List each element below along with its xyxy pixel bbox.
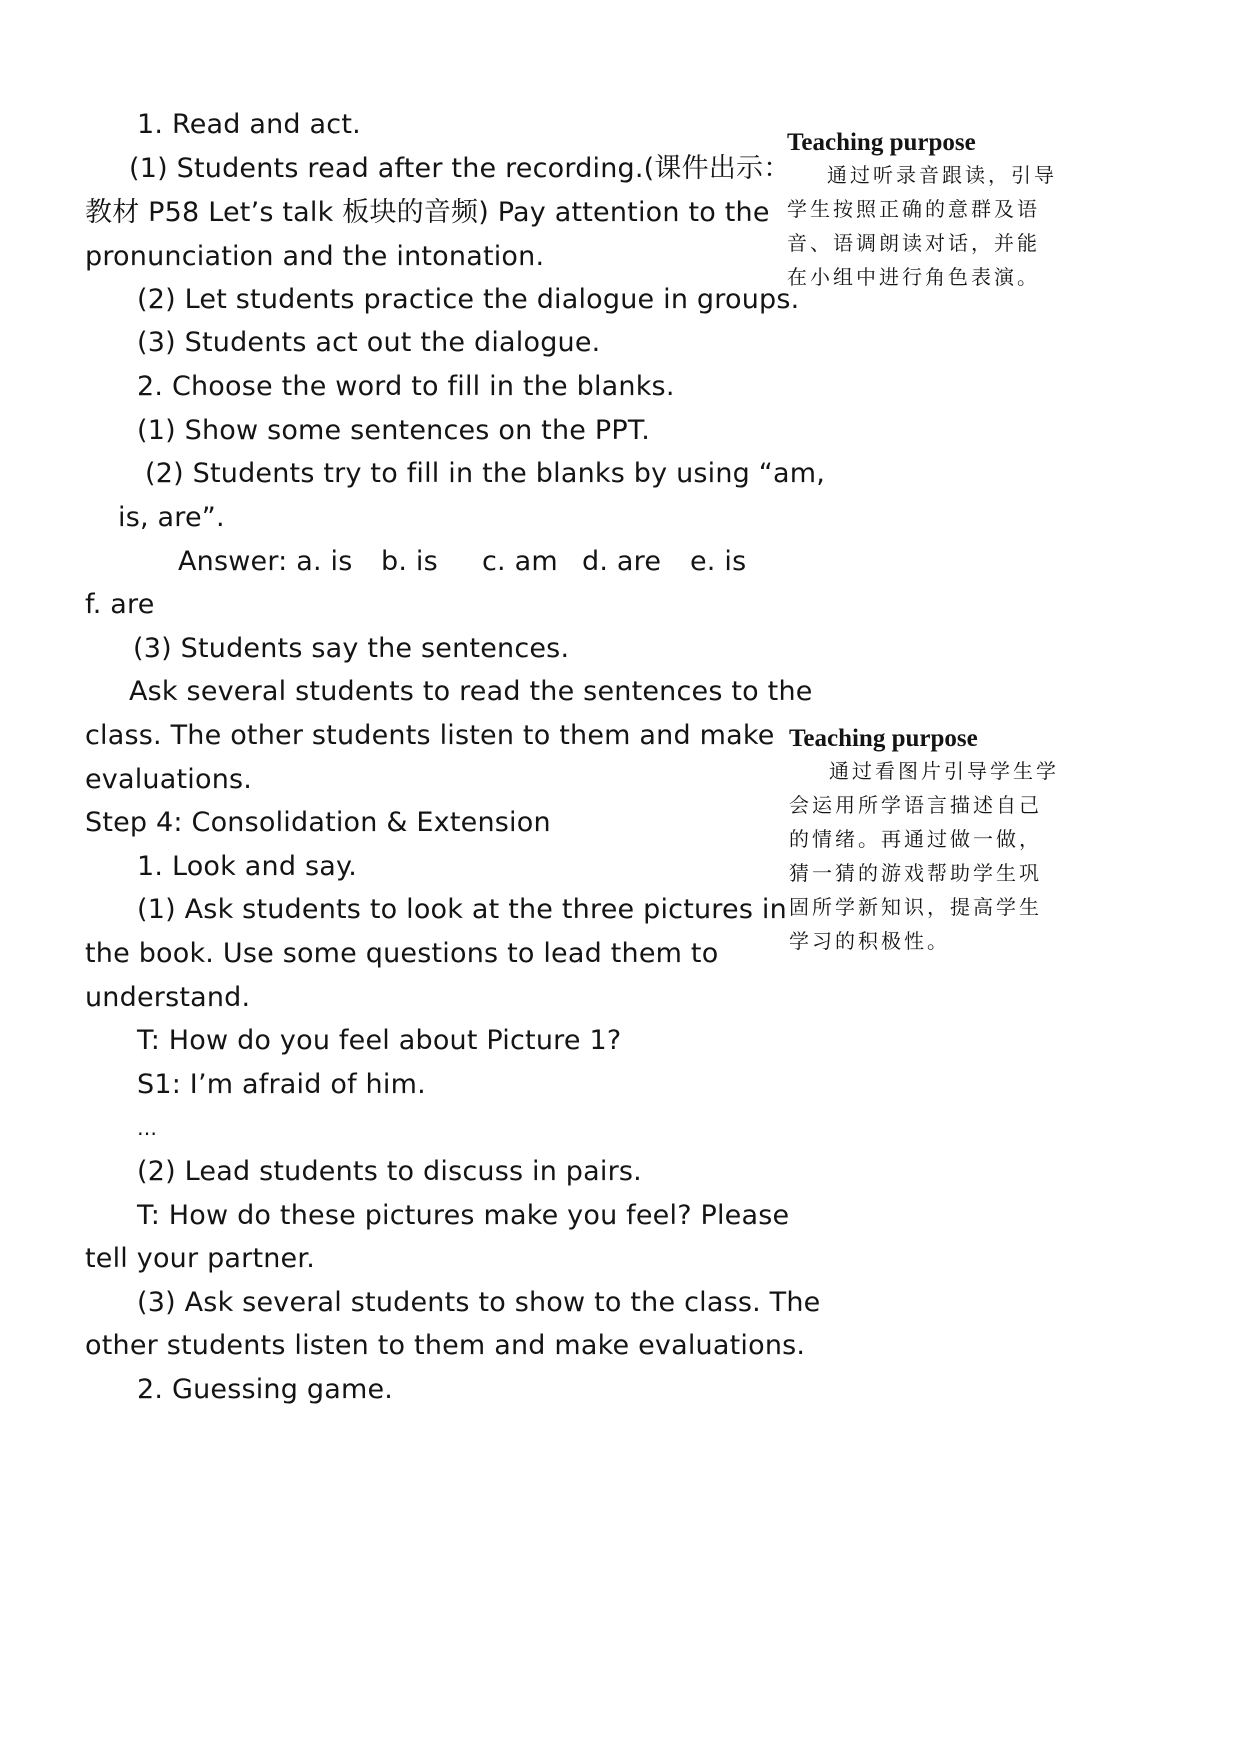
text-line: 2. Choose the word to fill in the blanks. <box>137 371 675 402</box>
text-line: tell your partner. <box>85 1243 315 1274</box>
text-line: T: How do you feel about Picture 1? <box>137 1025 622 1056</box>
text-line: (3) Ask several students to show to the class. The <box>137 1287 821 1318</box>
text-line: T: How do these pictures make you feel? Please <box>137 1200 790 1231</box>
ellipsis: … <box>137 1116 158 1140</box>
text-line: 2. Guessing game. <box>137 1374 394 1405</box>
sidenote-title: Teaching purpose <box>787 129 976 156</box>
text-line: evaluations. <box>85 764 253 795</box>
text-line: 1. Read and act. <box>137 109 361 140</box>
text-line: (2) Let students practice the dialogue in groups. <box>137 284 800 315</box>
answer-c: c. am <box>482 546 558 577</box>
answer-b: b. is <box>381 546 438 577</box>
answer-a: Answer: a. is <box>178 546 353 577</box>
text-line: S1: I’m afraid of him. <box>137 1069 426 1100</box>
text-line: (3) Students act out the dialogue. <box>137 327 601 358</box>
text-line: pronunciation and the intonation. <box>85 241 545 272</box>
text-line: Ask several students to read the sentences to the <box>129 676 813 707</box>
text-line: 1. Look and say. <box>137 851 358 882</box>
text-line: (2) Students try to fill in the blanks by using “am, <box>145 458 825 489</box>
text-line: (1) Ask students to look at the three pictures in <box>137 894 787 925</box>
text-line: the book. Use some questions to lead them to <box>85 938 719 969</box>
text-line: (1) Students read after the recording.(课件出示： <box>129 153 791 184</box>
text-line: (3) Students say the sentences. <box>133 633 570 664</box>
text-line: is, are”. <box>118 502 225 533</box>
sidenote-body: 通过听录音跟读，引导学生按照正确的意群及语音、语调朗读对话，并能在小组中进行角色表演。 <box>787 163 1057 289</box>
text-line: (2) Lead students to discuss in pairs. <box>137 1156 642 1187</box>
text-line: 教材 P58 Let’s talk 板块的音频) Pay attention to the <box>85 197 770 228</box>
answer-e: e. is <box>690 546 747 577</box>
sidenote-2 <box>789 724 1059 958</box>
text-line: other students listen to them and make evaluations. <box>85 1330 806 1361</box>
text-line: class. The other students listen to them and make <box>85 720 775 751</box>
step-heading: Step 4: Consolidation & Extension <box>85 807 551 838</box>
text-line: (1) Show some sentences on the PPT. <box>137 415 651 446</box>
sidenote-body: 通过看图片引导学生学会运用所学语言描述自己的情绪。再通过做一做，猜一猜的游戏帮助学生巩固所学新知识，提高学生学习的积极性。 <box>789 759 1059 953</box>
text-line: understand. <box>85 982 251 1013</box>
text-line: f. are <box>85 589 155 620</box>
answer-d: d. are <box>582 546 662 577</box>
sidenote-title: Teaching purpose <box>789 725 978 752</box>
sidenote-1 <box>787 128 1057 294</box>
